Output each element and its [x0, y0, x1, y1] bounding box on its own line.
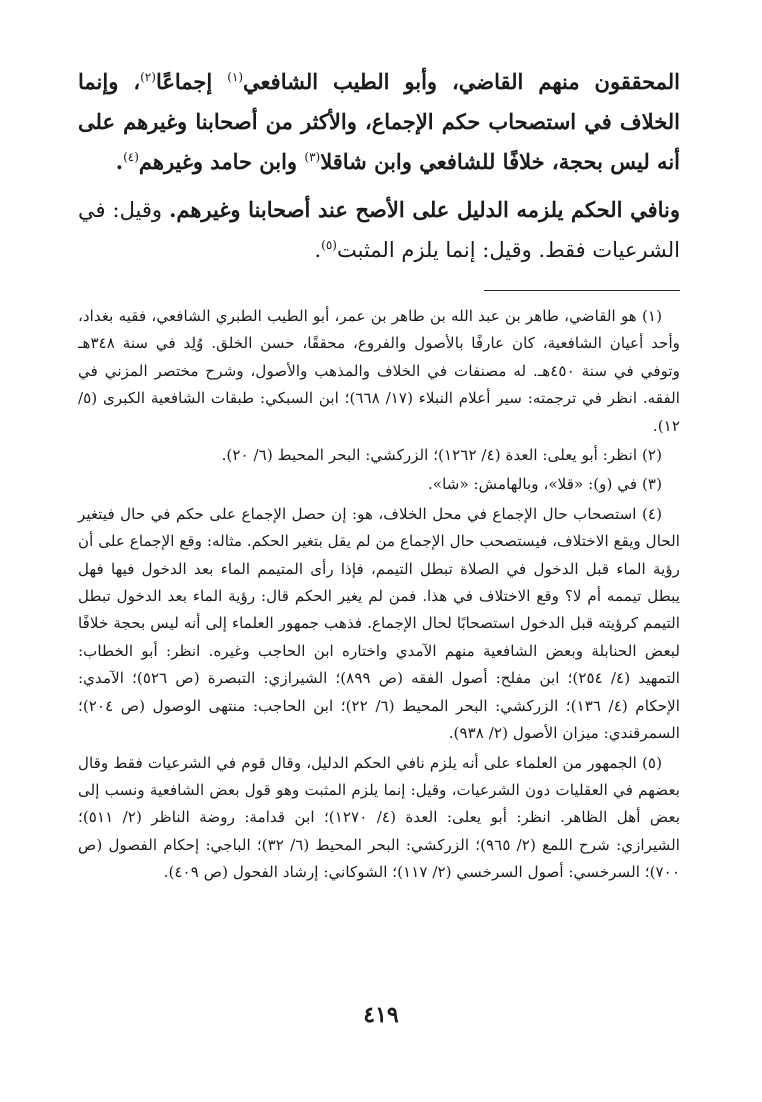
footnote-3: (٣) في (و): «قلا»، وبالهامش: «شا».	[427, 475, 662, 494]
main-paragraph-2	[78, 190, 680, 270]
main-text-segment: المحققون منهم القاضي، وأبو الطيب الشافعي	[243, 69, 680, 94]
main-text	[78, 62, 680, 270]
footnote-2: (٢) انظر: أبو يعلى: العدة (٤/ ١٢٦٢)؛ الزركشي: البحر المحيط (٦/ ٢٠).	[221, 446, 662, 465]
main-text-segment: .	[314, 238, 322, 262]
footnote-ref-4[interactable]: (٤)	[123, 150, 139, 164]
footnote-ref-2[interactable]: (٢)	[140, 70, 156, 84]
page	[78, 62, 680, 1062]
footnote-ref-1[interactable]: (١)	[227, 70, 244, 84]
footnote-separator	[484, 290, 680, 291]
main-text-segment: .	[115, 149, 124, 174]
footnote-ref-3[interactable]: (٣)	[304, 150, 321, 164]
main-text-segment: وقيل: في الشرعيات فقط. وقيل: إنما يلزم المثبت	[78, 198, 680, 262]
main-text-segment: وابن حامد وغيرهم	[138, 149, 305, 174]
footnote-4: (٤) استصحاب حال الإجماع في محل الخلاف، هو: إن حصل الإجماع على حكم في حال فيتغير الحال ويقع الاختلاف، فيستصحب حال الإجماع من لم يقل بتغير الحكم. مثاله: وقع الإجماع على أن رؤية الماء قبل الدخول في الصلاة تبطل التيمم، فإذا رأى المتيمم الماء بعد الدخول فيها فهل يبطل تيممه أم لا؟ وقع الاختلاف في هذا. فمن لم يغير الحكم قال: رؤية الماء بعد الدخول تبطل التيمم كرؤيته قبل الدخول استصحابًا لحال الإجماع. فذهب جمهور العلماء إلى أنه ليس بحجة خلافًا لبعض الحنابلة وبعض الشافعية منهم الآمدي واختاره ابن الحاجب وغيره. انظر: أبو الخطاب: التمهيد (٤/ ٢٥٤)؛ ابن مفلح: أصول الفقه (ص ٨٩٩)؛ الشيرازي: التبصرة (ص ٥٢٦)؛ الآمدي: الإحكام (٤/ ١٣٦)؛ الزركشي: البحر المحيط (٦/ ٢٢)؛ ابن الحاجب: منتهى الوصول (ص ٢٠٤)؛ السمرقندي: ميزان الأصول (٢/ ٩٣٨).	[78, 504, 680, 743]
main-text-segment: ، وإنما الخلاف في استصحاب حكم الإجماع، والأكثر من أصحابنا وغيرهم على أنه ليس بحجة، خلافًا للشافعي وابن شاقلا	[78, 69, 680, 174]
main-text-segment: إجماعًا	[155, 69, 228, 94]
footnotes	[78, 303, 680, 887]
footnote-ref-5[interactable]: (٥)	[321, 238, 337, 252]
page-number: ٤١٩	[363, 1002, 399, 1028]
main-paragraph-1	[78, 62, 680, 182]
main-text-bold-segment: ونافي الحكم يلزمه الدليل على الأصح عند أصحابنا وغيرهم.	[169, 197, 680, 222]
footnote-5: (٥) الجمهور من العلماء على أنه يلزم نافي الحكم الدليل، وقال قوم في الشرعيات فقط وقال بعضهم في العقليات دون الشرعيات، وقيل: إنما يلزم المثبت وهو قول بعض الشافعية ونسب إلى بعض أهل الظاهر. انظر: أبو يعلى: العدة (٤/ ١٢٧٠)؛ ابن قدامة: روضة الناظر (٢/ ٥١١)؛ الشيرازي: شرح اللمع (٢/ ٩٦٥)؛ الزركشي: البحر المحيط (٦/ ٣٢)؛ الباجي: إحكام الفصول (ص ٧٠٠)؛ السرخسي: أصول السرخسي (٢/ ١١٧)؛ الشوكاني: إرشاد الفحول (ص ٤٠٩).	[78, 753, 681, 882]
footnote-1: (١) هو القاضي، طاهر بن عبد الله بن طاهر بن عمر، أبو الطيب الطبري الشافعي، فقيه بغداد، وأحد أعيان الشافعية، كان عارفًا بالأصول والفروع، محققًا، حسن الخلق. وُلِد في سنة ٣٤٨هـ وتوفي في سنة ٤٥٠هـ. له مصنفات في الخلاف والمذهب والأصول، وشرح مختصر المزني في الفقه. انظر في ترجمته: سير أعلام النبلاء (١٧/ ٦٦٨)؛ ابن السبكي: طبقات الشافعية الكبرى (٥/ ١٢).	[78, 307, 680, 435]
